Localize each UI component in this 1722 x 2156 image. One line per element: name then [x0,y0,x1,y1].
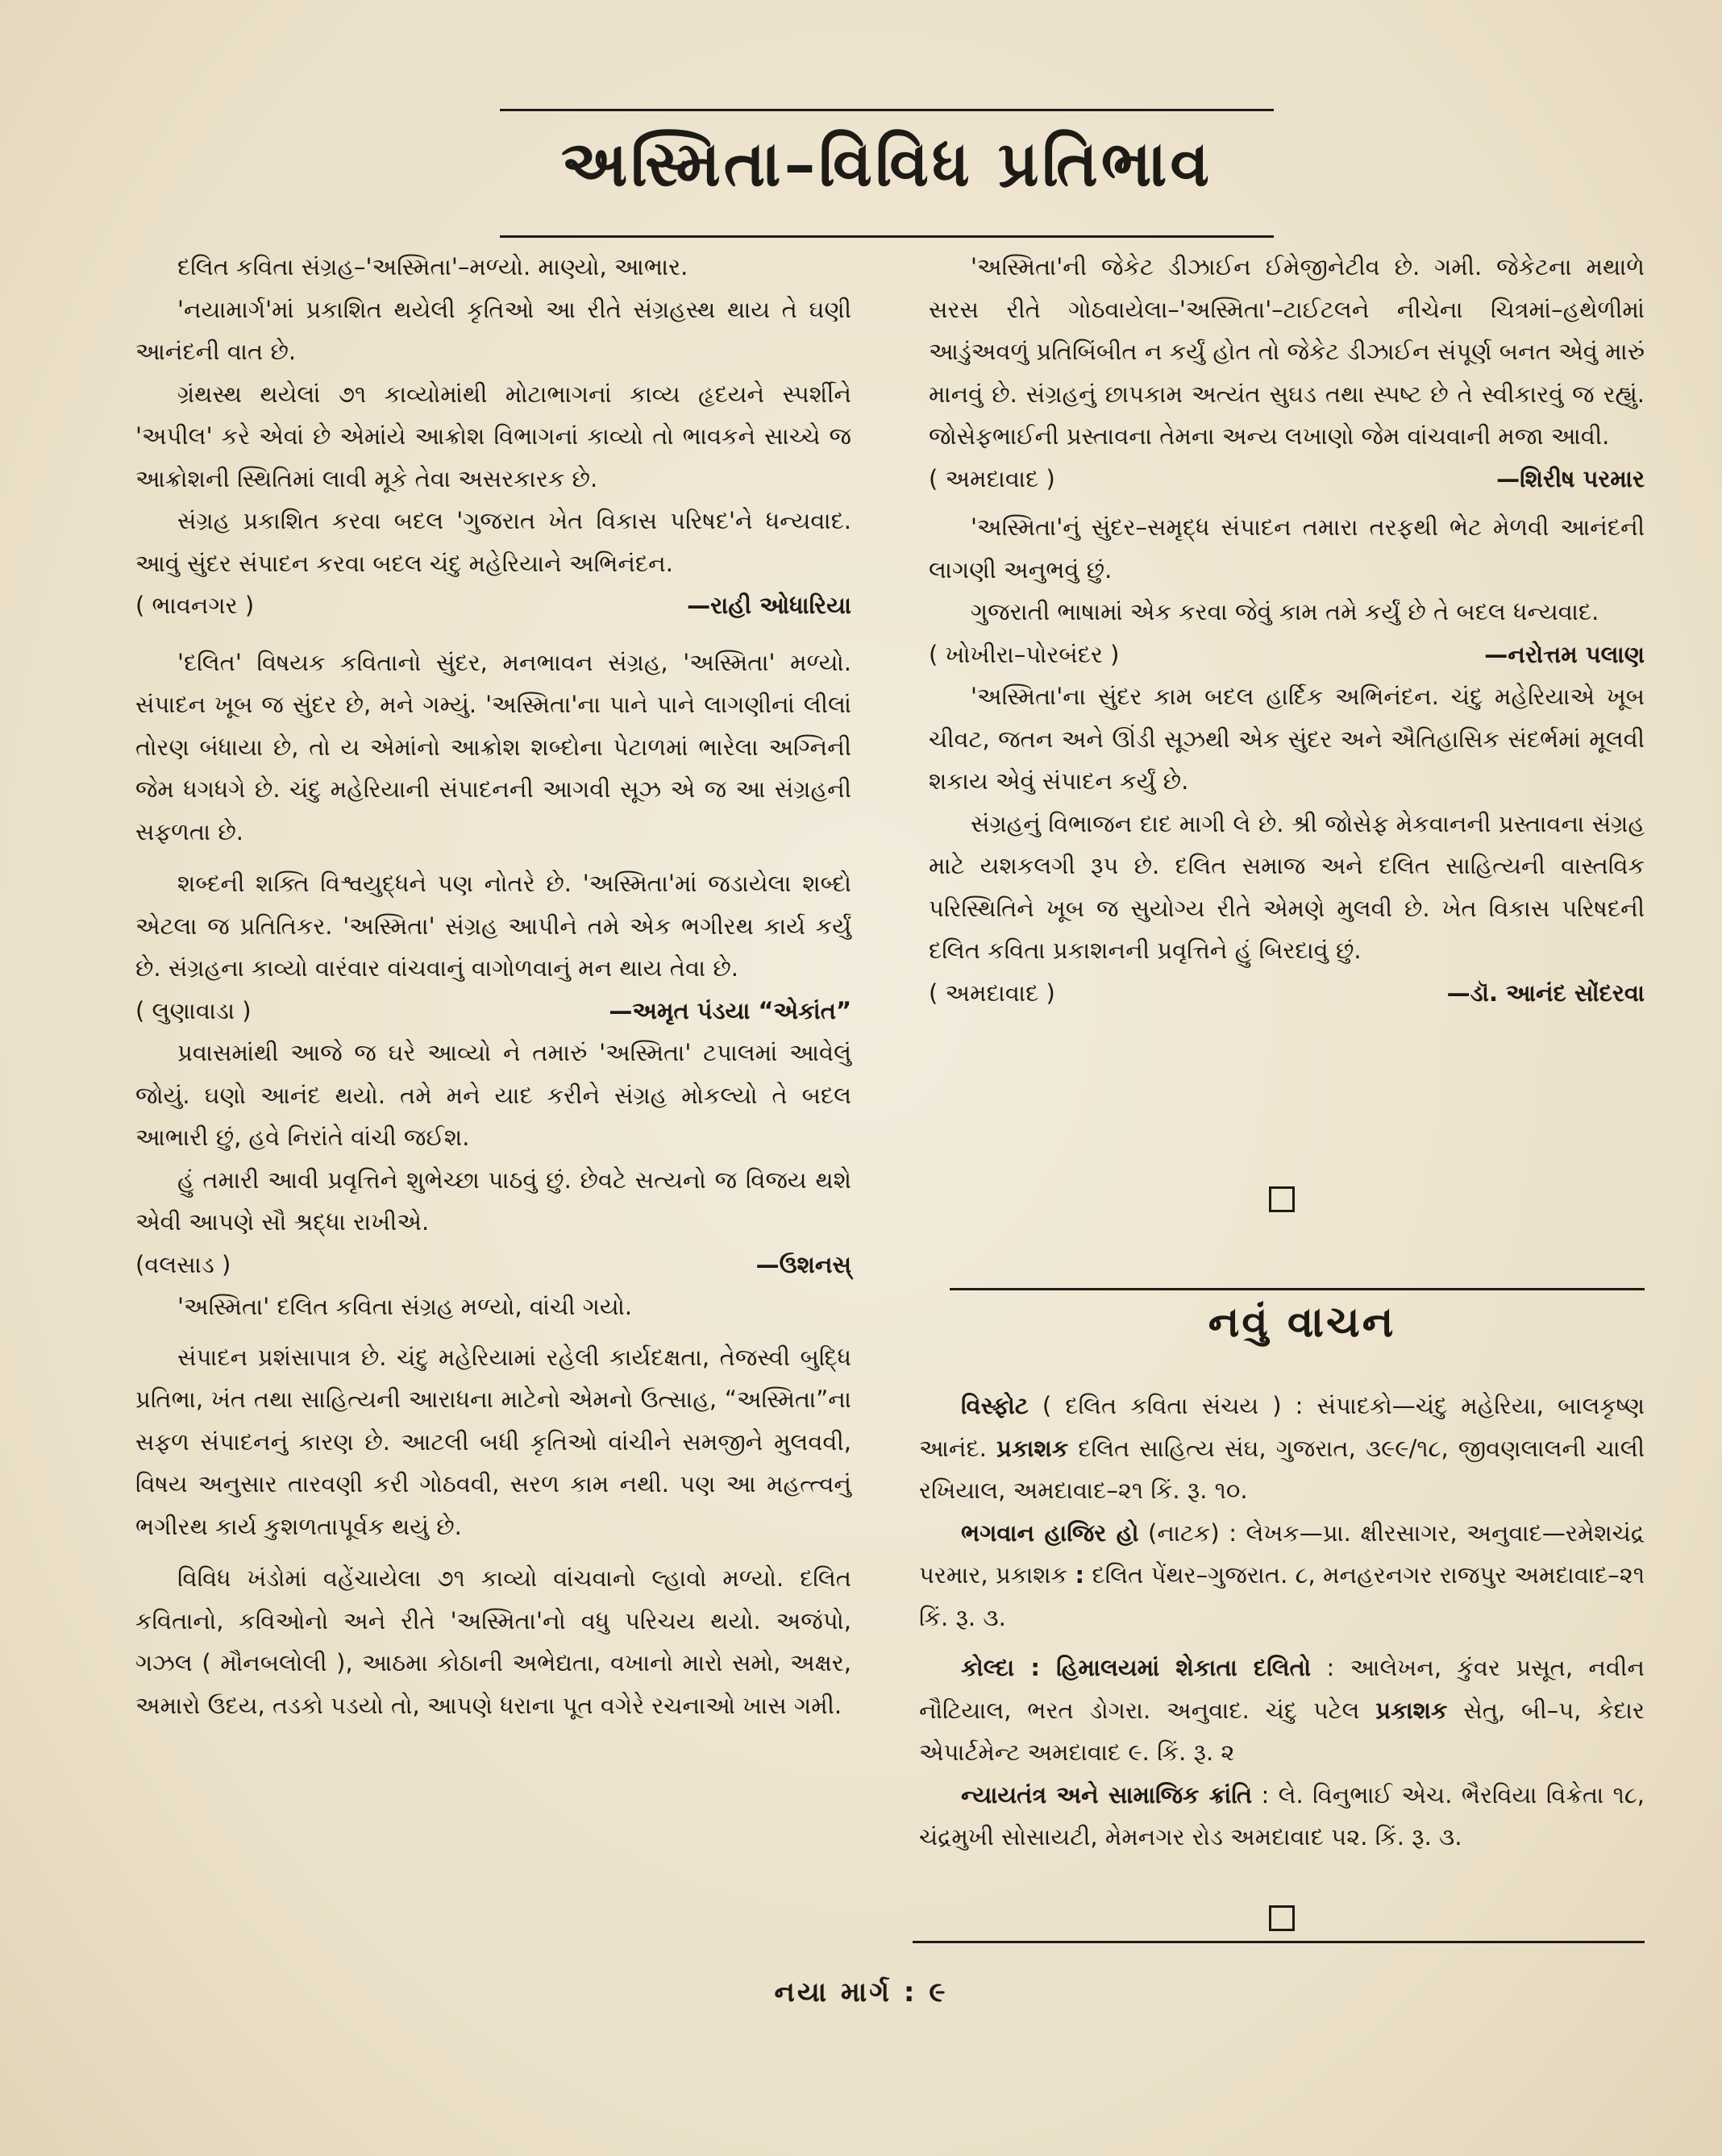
book-title: ન્યાયતંત્ર અને સામાજિક ક્રાંતિ [961,1780,1253,1809]
paragraph: 'અસ્મિતા' દલિત કવિતા સંગ્રહ મળ્યો, વાંચી ગયો. [177,1293,633,1320]
book-title: વિસ્ફોટ [961,1392,1029,1419]
signature-line [135,1244,851,1286]
signature-place: ( ખોખીરા–પોરબંદર ) [929,640,1120,668]
signature-line [929,458,1645,501]
response-ushanas [135,1032,851,1286]
book-details: (નાટક) : લેખક—પ્રા. ક્ષીરસાગર, અનુવાદ—રમેશચંદ્ર પરમાર, પ્રકાશક [919,1518,1645,1589]
book-publisher-label: પ્રકાશક [1375,1696,1448,1724]
paragraph: ગુજરાતી ભાષામાં એક કરવા જેવું કામ તમે કર્યું છે તે બદલ ધન્યવાદ. [971,598,1599,625]
section-bottom-rule [913,1941,1645,1943]
paragraph: વિવિધ ખંડોમાં વહેંચાયેલા ૭૧ કાવ્યો વાંચવાનો લ્હાવો મળ્યો. દલિત કવિતાનો, કવિઓનો અને રીતે 'અસ્મિતા'નો વધુ પરિચય થયો. અજંપો, ગઝલ ( મૌનબલોલી ), આઠમા કોઠાની અભેદ્યતા, વખાનો મારો સમો, અક્ષર, અમારો ઉદય, તડકો પડયો તો, આપણે ધરાના પૂત વગેરે રચનાઓ ખાસ ગમી. [135,1564,851,1719]
response-shirish [929,246,1645,500]
new-reading-list [919,1385,1645,1859]
book-details: સેતુ, બી–૫, કેદાર એપાર્ટમેન્ટ અમદાવાદ ૯. કિં. રૂ. ૨ [919,1696,1645,1766]
signature-name: —ડૉ. આનંદ સોંદરવા [1446,978,1645,1007]
page-footer: નયા માર્ગ : ૯ [774,1976,948,2009]
signature-line [135,584,851,627]
book-publisher-label: પ્રકાશક [996,1434,1069,1462]
signature-place: ( અમદાવાદ ) [929,464,1055,492]
paragraph: સંગ્રહ પ્રકાશિત કરવા બદલ 'ગુજરાત ખેત વિકાસ પરિષદ'ને ધન્યવાદ. આવું સુંદર સંપાદન કરવા બદલ ચંદુ મહેરિયાને અભિનંદન. [135,507,851,577]
page-title: અસ્મિતા–વિવિધ પ્રતિભાવ [561,127,1212,201]
book-publisher-label: : [1075,1561,1085,1589]
paragraph: સંગ્રહનું વિભાજન દાદ માગી લે છે. શ્રી જોસેફ મેકવાનની પ્રસ્તાવના સંગ્રહ માટે યશકલગી રૂપ છે. દલિત સમાજ અને દલિત સાહિત્યની વાસ્તવિક પરિસ્થિતિને ખૂબ જ સુયોગ્ય રીતે એમણે મુલવી છે. ખેત વિકાસ પરિષદની દલિત કવિતા પ્રકાશનની પ્રવૃત્તિને હું બિરદાવું છું. [929,809,1645,964]
signature-line [929,634,1645,676]
paragraph: સંપાદન પ્રશંસાપાત્ર છે. ચંદુ મહેરિયામાં રહેલી કાર્યદક્ષતા, તેજસ્વી બુદ્ધિ પ્રતિભા, ખંત તથા સાહિત્યની આરાધના માટેનો એમનો ઉત્સાહ, “અસ્મિતા”ના સફળ સંપાદનનું કારણ છે. આટલી બધી કૃતિઓ વાંચીને સમજીને મુલવવી, વિષય અનુસાર તારવણી કરી ગોઠવવી, સરળ કામ નથી. પણ આ મહત્ત્વનું ભગીરથ કાર્ય કુશળતાપૂર્વક થયું છે. [135,1343,851,1540]
paragraph: 'અસ્મિતા'ના સુંદર કામ બદલ હાર્દિક અભિનંદન. ચંદુ મહેરિયાએ ખૂબ ચીવટ, જતન અને ઊંડી સૂઝથી એક સુંદર અને ઐતિહાસિક સંદર્ભમાં મૂલવી શકાય એવું સંપાદન કર્યું છે. [929,683,1645,795]
book-details: ( દલિત કવિતા સંચય ) : સંપાદકો—ચંદુ મહેરિયા, બાલકૃષ્ણ આનંદ. [919,1392,1645,1462]
response-rahi [135,246,851,627]
left-column [135,246,851,1726]
section-top-rule [950,1288,1645,1290]
response-anand [929,675,1645,1014]
end-mark-box [1269,1905,1295,1931]
section-title: નવું વાચન [1208,1298,1396,1347]
title-bottom-rule [500,235,1274,238]
signature-name: —અમૃત પંડયા “એકાંત” [609,996,851,1024]
paragraph: 'અસ્મિતા'ની જેકેટ ડીઝાઈન ઈમેજીનેટીવ છે. ગમી. જેકેટના મથાળે સરસ રીતે ગોઠવાયેલા–'અસ્મિતા'–ટાઈટલને નીચેના ચિત્રમાં–હથેળીમાં આડુંઅવળું પ્રતિબિંબીત ન કર્યું હોત તો જેકેટ ડીઝાઈન સંપૂર્ણ બનત એવું મારું માનવું છે. સંગ્રહનું છાપકામ અત્યંત સુઘડ તથા સ્પષ્ટ છે તે સ્વીકારવું જ રહ્યું. જોસેફભાઈની પ્રસ્તાવના તેમના અન્ય લખાણો જેમ વાંચવાની મજા આવી. [929,253,1645,450]
book-entry [919,1774,1645,1859]
paragraph: 'નયામાર્ગ'માં પ્રકાશિત થયેલી કૃતિઓ આ રીતે સંગ્રહસ્થ થાય તે ઘણી આનંદની વાત છે. [135,295,851,365]
response-unsigned [135,1286,851,1726]
paragraph: 'અસ્મિતા'નું સુંદર–સમૃદ્ધ સંપાદન તમારા તરફથી ભેટ મેળવી આનંદની લાગણી અનુભવું છું. [929,513,1645,584]
book-title: ભગવાન હાજિર હો [961,1518,1139,1547]
paragraph: ગ્રંથસ્થ થયેલાં ૭૧ કાવ્યોમાંથી મોટાભાગનાં કાવ્ય હૃદયને સ્પર્શીને 'અપીલ' કરે એવાં છે એમાંયે આક્રોશ વિભાગનાં કાવ્યો તો ભાવકને સાચ્ચે જ આક્રોશની સ્થિતિમાં લાવી મૂકે તેવા અસરકારક છે. [135,380,851,492]
signature-place: ( અમદાવાદ ) [929,978,1055,1007]
paragraph: પ્રવાસમાંથી આજે જ ઘરે આવ્યો ને તમારું 'અસ્મિતા' ટપાલમાં આવેલું જોયું. ઘણો આનંદ થયો. તમે મને યાદ કરીને સંગ્રહ મોકલ્યો તે બદલ આભારી છું, હવે નિરાંતે વાંચી જઈશ. [135,1039,851,1151]
signature-line [929,972,1645,1015]
book-entry [919,1647,1645,1774]
title-top-rule [500,109,1274,111]
signature-name: —ઉશનસ્ [755,1250,851,1278]
right-column [929,246,1645,1014]
signature-name: —નરોત્તમ પલાણ [1484,640,1645,668]
end-mark-box [1269,1186,1295,1212]
paragraph: શબ્દની શક્તિ વિશ્વયુદ્ધને પણ નોતરે છે. 'અસ્મિતા'માં જડાયેલા શબ્દો એટલા જ પ્રતિતિકર. 'અસ્મિતા' સંગ્રહ આપીને તમે એક ભગીરથ કાર્ય કર્યું છે. સંગ્રહના કાવ્યો વારંવાર વાંચવાનું વાગોળવાનું મન થાય તેવા છે. [135,870,851,982]
response-amrut [135,642,851,1032]
response-narottam [929,506,1645,675]
book-details: : આલેખન, કુંવર પ્રસૂત, નવીન નૌટિયાલ, ભરત ડોગરા. અનુવાદ. ચંદુ પટેલ [919,1654,1645,1724]
paragraph: દલિત કવિતા સંગ્રહ–'અસ્મિતા'–મળ્યો. માણ્યો, આભાર. [177,253,688,280]
signature-place: ( ભાવનગર ) [135,592,255,619]
signature-place: ( લુણાવાડા ) [135,996,252,1024]
book-entry [919,1385,1645,1512]
paragraph: હું તમારી આવી પ્રવૃત્તિને શુભેચ્છા પાઠવું છું. છેવટે સત્યનો જ વિજય થશે એવી આપણે સૌ શ્રદ્ધા રાખીએ. [135,1165,851,1236]
signature-line [135,990,851,1032]
signature-name: —રાહી ઓધારિયા [687,592,851,619]
book-details: : લે. વિનુભાઈ એચ. ભૈરવિયા વિક્રેતા ૧૮, ચંદ્રમુખી સોસાયટી, મેમનગર રોડ અમદાવાદ ૫૨. કિં. રૂ. ૩. [919,1780,1645,1851]
signature-place: (વલસાડ ) [135,1250,231,1278]
book-entry [919,1512,1645,1639]
book-details: દલિત પેંથર–ગુજરાત. ૮, મનહરનગર રાજપુર અમદાવાદ–૨૧ કિં. રૂ. ૩. [919,1561,1645,1631]
book-details: દલિત સાહિત્ય સંઘ, ગુજરાત, ૩૯૯/૧૮, જીવણલાલની ચાલી રખિયાલ, અમદાવાદ–૨૧ કિં. રૂ. ૧૦. [919,1434,1645,1504]
paragraph: 'દલિત' વિષયક કવિતાનો સુંદર, મનભાવન સંગ્રહ, 'અસ્મિતા' મળ્યો. સંપાદન ખૂબ જ સુંદર છે, મને ગમ્યું. 'અસ્મિતા'ના પાને પાને લાગણીનાં લીલાં તોરણ બંધાયા છે, તો ય એમાંનો આક્રોશ શબ્દોના પેટાળમાં ભારેલા અગ્નિની જેમ ધગધગે છે. ચંદુ મહેરિયાની સંપાદનની આગવી સૂઝ એ જ આ સંગ્રહની સફળતા છે. [135,648,851,845]
signature-name: —શિરીષ પરમાર [1496,464,1645,492]
book-title: કોલ્દા : હિમાલયમાં શેકાતા દલિતો [961,1654,1312,1681]
